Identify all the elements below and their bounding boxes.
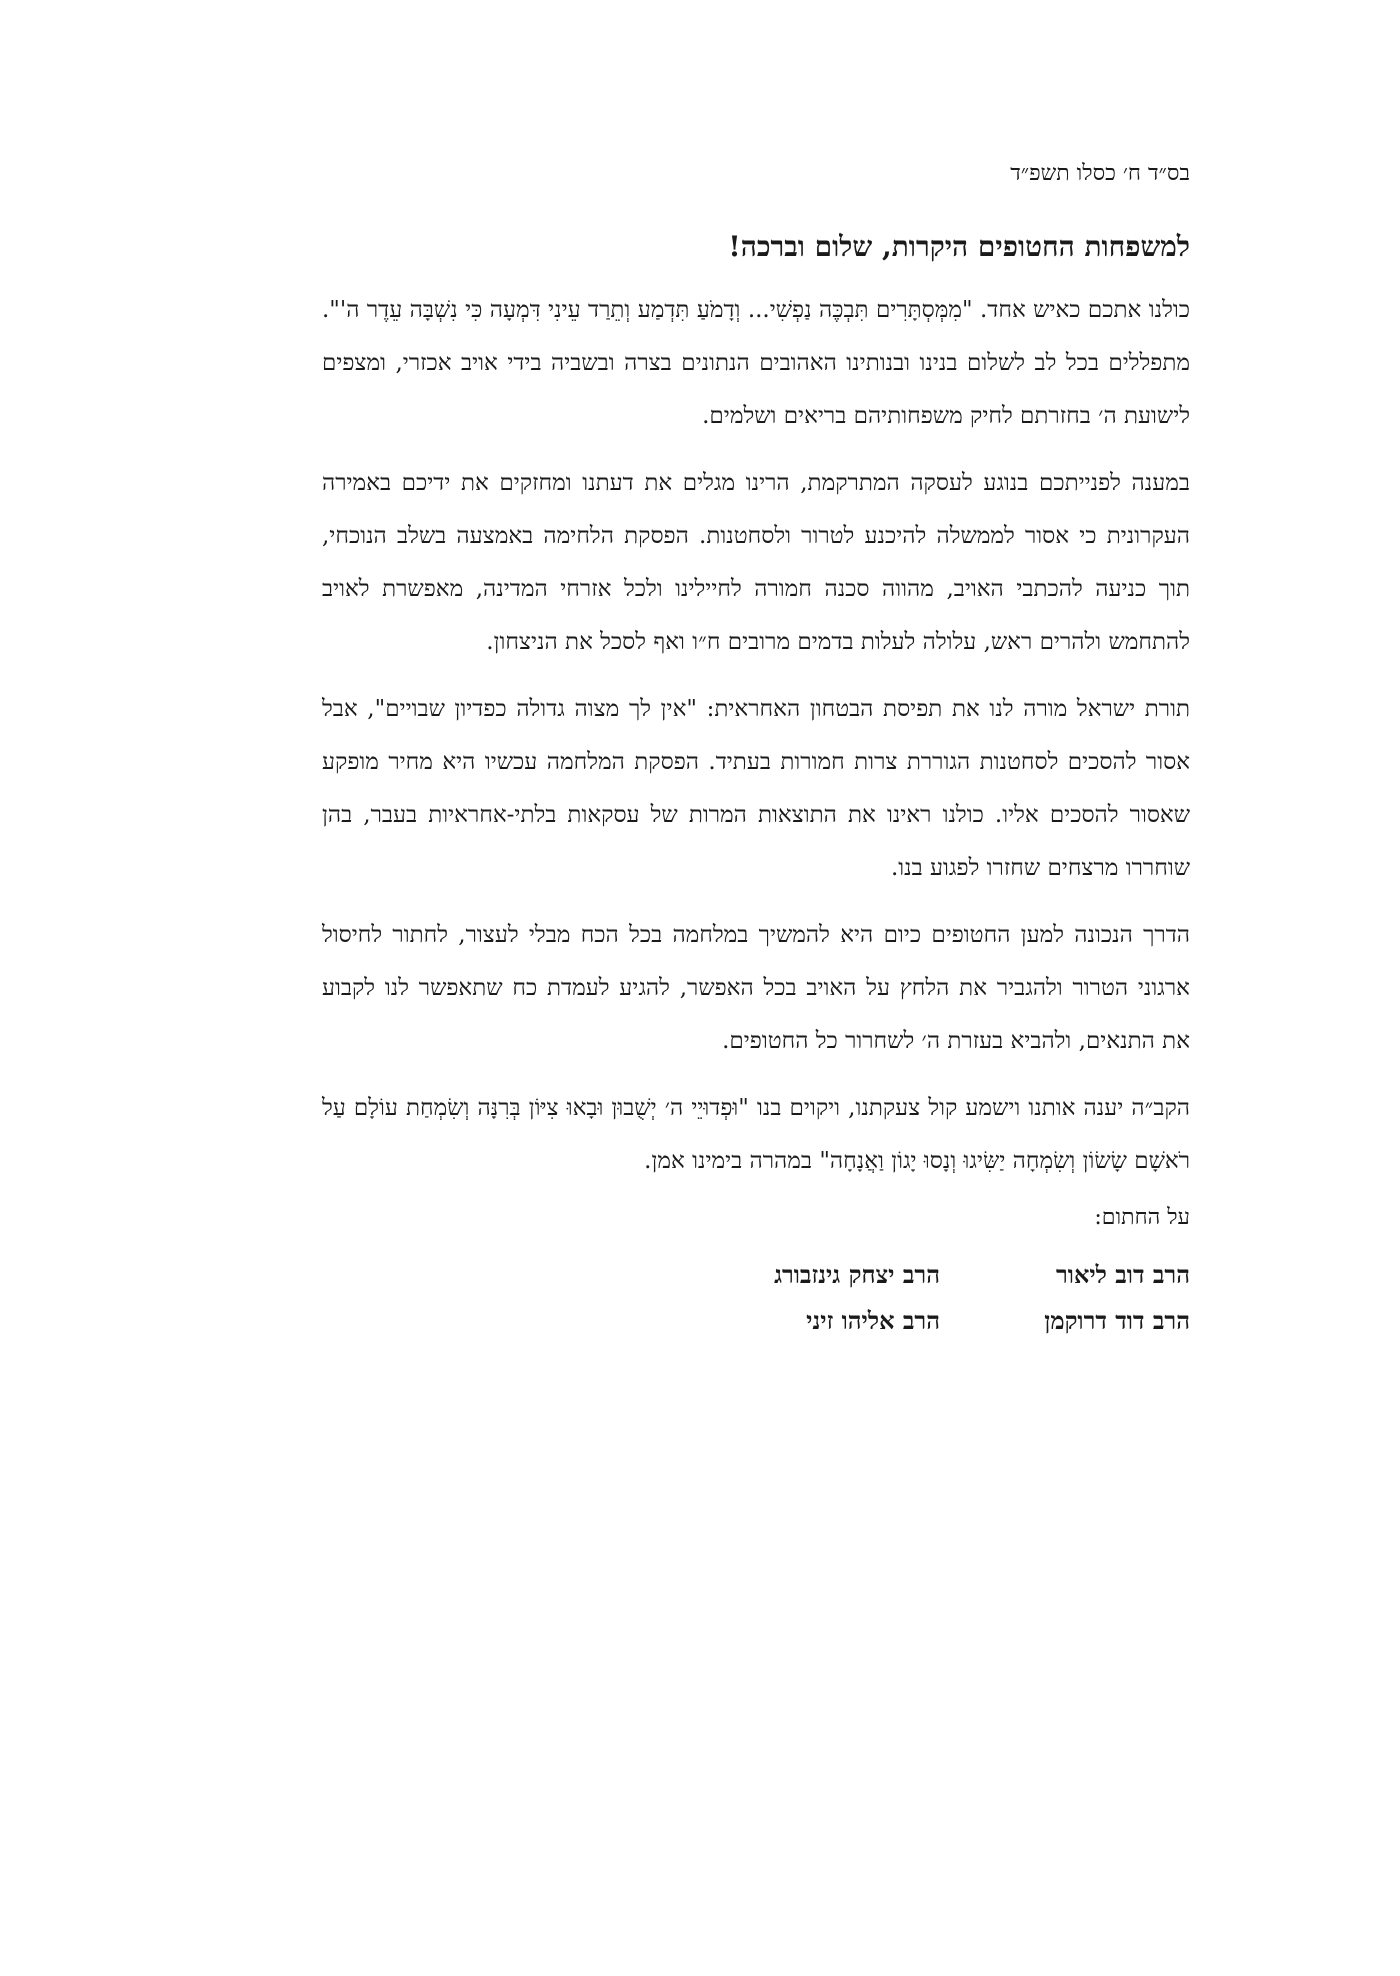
letter-date: בס״ד ח׳ כסלו תשפ״ד [1010, 161, 1190, 186]
signatory-name: הרב דוד דרוקמן [1044, 1306, 1190, 1335]
signature-intro: על החתום: [1094, 1205, 1190, 1230]
signatory-name: הרב יצחק גינזבורג [774, 1260, 940, 1289]
paragraph-blessing: הקב״ה יענה אותנו וישמע קול צעקתנו, ויקוים בנו "וּפְדוּיֵי ה׳ יְשֻׁבוּן וּבָאוּ צִיּוֹן בְּרִנָּה וְשִׂמְחַת עוֹלָם עַל רֹאשָׁם שָׂשׂוֹן וְשִׂמְחָה יַשִּׂיגוּ וְנָסוּ יָגוֹן וַאֲנָחָה" במהרה בימינו אמן. [322, 1095, 1190, 1174]
letter-body [322, 160, 1190, 1336]
paragraph-torah-view: תורת ישראל מורה לנו את תפיסת הבטחון האחראית: "אין לך מצוה גדולה כפדיון שבויים", אבל אסור להסכים לסחטנות הגוררת צרות חמורות בעתיד. הפסקת המלחמה עכשיו היא מחיר מופקע שאסור להסכים אליו. כולנו ראינו את התוצאות המרות של עסקאות בלתי-אחראיות בעבר, בהן שוחררו מרצחים שחזרו לפגוע בנו. [322, 696, 1190, 881]
paragraph-solidarity: כולנו אתכם כאיש אחד. "מִמְּסְתָּרִים תִּבְכֶּה נַפְשִׁי... וְדָמֹעַ תִּדְמַע וְתֵרַד עֵינִי דִּמְעָה כִּי נִשְׁבָּה עֵדֶר ה'". מתפללים בכל לב לשלום בנינו ובנותינו האהובים הנתונים בצרה ובשביה בידי אויב אכזרי, ומצפים לישועת ה׳ בחזרתם לחיק משפחותיהם בריאים ושלמים. [322, 297, 1190, 429]
signatory-name: הרב אליהו זיני [806, 1306, 940, 1335]
paragraph-position: במענה לפנייתכם בנוגע לעסקה המתרקמת, הרינו מגלים את דעתנו ומחזקים את ידיכם באמירה העקרונית כי אסור לממשלה להיכנע לטרור ולסחטנות. הפסקת הלחימה באמצעה בשלב הנוכחי, תוך כניעה להכתבי האויב, מהווה סכנה חמורה לחיילינו ולכל אזרחי המדינה, מאפשרת לאויב להתחמש ולהרים ראש, עלולה לעלות בדמים מרובים ח״ו ואף לסכל את הניצחון. [322, 470, 1190, 655]
letter-greeting: למשפחות החטופים היקרות, שלום וברכה! [728, 230, 1190, 263]
signatory-name: הרב דוב ליאור [1056, 1260, 1190, 1289]
paragraph-right-way: הדרך הנכונה למען החטופים כיום היא להמשיך במלחמה בכל הכח מבלי לעצור, לחתור לחיסול ארגוני הטרור ולהגביר את הלחץ על האויב בכל האפשר, להגיע לעמדת כח שתאפשר לנו לקבוע את התנאים, ולהביא בעזרת ה׳ לשחרור כל החטופים. [322, 922, 1190, 1054]
signature-block [322, 1260, 1190, 1336]
